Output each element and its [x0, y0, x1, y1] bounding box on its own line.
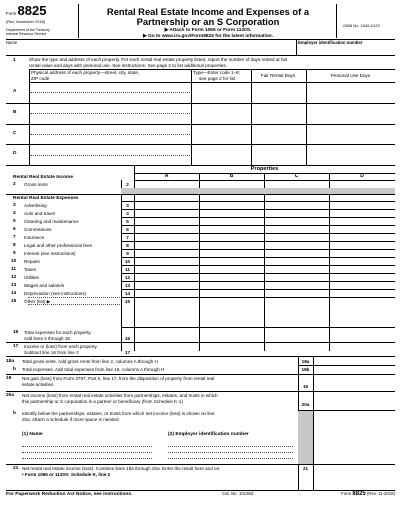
line-19-text-b: estate activities: [22, 382, 54, 387]
line-19-text-a: Net gain (loss) from Form 4797, Part II, line 17, from the disposition of property from rental real: [22, 376, 215, 381]
line-5-property-a-input[interactable]: [135, 218, 198, 225]
property-row-b-label: B: [13, 109, 17, 115]
line-20b-text-b: 20a. Attach a schedule if more space is needed.: [22, 417, 120, 422]
col-address-header: Physical address of each property—street, city, state,: [31, 70, 140, 75]
line-10-property-d-input[interactable]: [330, 258, 394, 265]
line-8-property-a-input[interactable]: [135, 242, 198, 249]
line-20a-box: 20a: [301, 402, 310, 407]
line-4-property-d-input[interactable]: [330, 210, 394, 217]
income-heading: Rental Real Estate Income: [13, 175, 73, 180]
line-10-num: 10: [11, 258, 17, 264]
line-7-property-c-input[interactable]: [265, 234, 328, 241]
line-13-property-b-input[interactable]: [200, 282, 263, 289]
line-17-box: 17: [124, 350, 131, 355]
line-18a-num: 18a: [6, 359, 15, 364]
line-3-property-c-input[interactable]: [265, 202, 328, 209]
line-4-property-b-input[interactable]: [200, 210, 263, 217]
line-7-label: Insurance: [24, 234, 45, 240]
line-14-box: 14: [124, 290, 131, 296]
footer-form-number: 8825: [352, 491, 366, 497]
attach-instruction: ▶ Attach to Form 1065 or Form 1120S.: [164, 28, 252, 33]
line-7-property-d-input[interactable]: [330, 234, 394, 241]
line-10-property-a-input[interactable]: [135, 258, 198, 265]
line-19-num: 19: [6, 376, 12, 381]
line-21-text-b: • Form 1065 or 1120S: Schedule K, line 2: [22, 472, 111, 477]
line-15-num: 15: [11, 298, 17, 304]
form-number: 8825: [17, 3, 47, 18]
form-number-block: [6, 4, 54, 19]
line-15-property-b-input[interactable]: [200, 298, 263, 305]
line-13-property-c-input[interactable]: [265, 282, 328, 289]
property-col-c: C: [294, 173, 299, 179]
line-4-box: 4: [126, 210, 129, 216]
line-1-text-a: Show the type and address of each property. For each rental real estate property listed, report the number of days rented at fair: [29, 57, 288, 62]
line-10-label: Repairs: [24, 258, 40, 264]
line-3-label: Advertising: [24, 202, 47, 208]
line-18b-input[interactable]: [314, 366, 394, 374]
property-col-b: B: [229, 173, 234, 179]
line-13-label: Wages and salaries: [24, 282, 65, 288]
line-15-property-a-input[interactable]: [135, 298, 198, 305]
line-21-text-a: Net rental real estate income (loss). Combine lines 18a through 20a. Enter the result here and on:: [22, 466, 221, 471]
line-7-num: 7: [13, 234, 16, 240]
line-11-property-b-input[interactable]: [200, 266, 263, 273]
line-16-num: 16: [13, 330, 19, 335]
line-12-property-d-input[interactable]: [330, 274, 394, 281]
line-5-property-d-input[interactable]: [330, 218, 394, 225]
line-4-property-a-input[interactable]: [135, 210, 198, 217]
line-20b-ein-input[interactable]: [168, 440, 293, 460]
line-2-box: 2: [126, 181, 129, 187]
irs-label: Internal Revenue Service: [6, 32, 47, 36]
line-20b-text-a: Identify below the partnerships, estates, or trusts from which net income (loss) is shown on line: [22, 411, 215, 416]
line-13-box: 13: [124, 282, 131, 288]
line-14-property-c-input[interactable]: [265, 290, 328, 297]
property-row-c-label: C: [13, 130, 17, 136]
line-20b-name-label: (1) Name: [22, 432, 43, 437]
line-4-property-c-input[interactable]: [265, 210, 328, 217]
line-18b-box: 18b: [301, 367, 310, 372]
line-15-property-d-input[interactable]: [330, 298, 394, 305]
property-row-a-fair-days-input[interactable]: [252, 83, 305, 102]
line-3-num: 3: [13, 202, 16, 208]
col-address-header-2: ZIP code: [31, 76, 50, 81]
footer-cat-number: Cat. No. 10136Z: [222, 491, 254, 496]
property-row-d-type-input[interactable]: [192, 145, 250, 164]
line-9-property-a-input[interactable]: [135, 250, 198, 257]
line-15-box: 15: [124, 298, 131, 304]
line-14-label: Depreciation (see instructions): [24, 290, 87, 296]
line-5-property-c-input[interactable]: [265, 218, 328, 225]
line-19-input[interactable]: [314, 383, 394, 391]
property-row-a-type-input[interactable]: [192, 83, 250, 102]
line-11-property-c-input[interactable]: [265, 266, 328, 273]
property-col-a: A: [164, 173, 169, 179]
form-title-line2: Partnership or an S Corporation: [136, 16, 280, 27]
line-14-num: 14: [11, 290, 17, 296]
line-5-num: 5: [13, 218, 16, 224]
line-6-property-b-input[interactable]: [200, 226, 263, 233]
name-label: Name: [6, 40, 18, 45]
line-17-text-a: Income or (loss) from each property.: [24, 344, 98, 349]
line-9-property-c-input[interactable]: [265, 250, 328, 257]
expense-heading: Rental Real Estate Expenses: [13, 196, 79, 201]
line-7-property-b-input[interactable]: [200, 234, 263, 241]
line-5-label: Cleaning and maintenance: [24, 218, 79, 224]
line-8-property-c-input[interactable]: [265, 242, 328, 249]
line-6-property-c-input[interactable]: [265, 226, 328, 233]
line-12-property-b-input[interactable]: [200, 274, 263, 281]
property-row-a-personal-days-input[interactable]: [307, 83, 394, 102]
line-20b-ein-label: (2) Employer identification number: [168, 432, 249, 437]
line-11-property-a-input[interactable]: [135, 266, 198, 273]
line-17-text-b: Subtract line 16 from line 2: [24, 350, 79, 355]
line-20a-text-b: this partnership or S corporation is a partner or beneficiary (from Schedule K-1): [22, 399, 183, 404]
line-20b-num: b: [13, 411, 16, 416]
form-title-line1: Rental Real Estate Income and Expenses of a: [106, 6, 310, 17]
line-16-text-b: Add lines 3 through 15: [24, 336, 70, 341]
line-12-num: 12: [11, 274, 17, 280]
form-revision: (Rev. November 2018): [6, 19, 46, 24]
line-12-property-a-input[interactable]: [135, 274, 198, 281]
line-10-box: 10: [124, 258, 131, 264]
line-18a-input[interactable]: [314, 357, 394, 365]
line-13-property-a-input[interactable]: [135, 282, 198, 289]
col-personal-use-header: Personal Use Days: [330, 73, 371, 78]
line-11-num: 11: [11, 266, 17, 272]
line-11-property-d-input[interactable]: [330, 266, 394, 273]
property-row-a-label: A: [13, 89, 17, 94]
property-row-c-type-input[interactable]: [192, 125, 250, 144]
line-9-property-d-input[interactable]: [330, 250, 394, 257]
line-20b-name-input[interactable]: [22, 440, 152, 460]
department-label: Department of the Treasury: [6, 28, 50, 32]
property-row-b-personal-days-input[interactable]: [307, 104, 394, 123]
footer-paperwork-notice: For Paperwork Reduction Act Notice, see instructions.: [6, 492, 133, 497]
line-3-property-b-input[interactable]: [200, 202, 263, 209]
name-input[interactable]: [6, 46, 294, 54]
line-8-num: 8: [13, 242, 16, 248]
line-14-property-b-input[interactable]: [200, 290, 263, 297]
line-8-property-d-input[interactable]: [330, 242, 394, 249]
line-3-box: 3: [126, 202, 129, 208]
line-3-property-a-input[interactable]: [135, 202, 198, 209]
footer-revision: (Rev. 11-2018): [366, 491, 395, 496]
line-6-label: Commissions: [24, 226, 52, 232]
shaded-separator: [121, 188, 395, 194]
line-9-box: 9: [126, 250, 129, 256]
line-5-property-b-input[interactable]: [200, 218, 263, 225]
line-12-box: 12: [124, 274, 131, 280]
line-4-label: Auto and travel: [24, 210, 55, 216]
line-18a-box: 18a: [301, 359, 310, 364]
line-9-num: 9: [13, 250, 16, 256]
omb-number: OMB No. 1545-0123: [343, 23, 380, 28]
property-row-c-fair-days-input[interactable]: [252, 125, 305, 144]
line-20a-input[interactable]: [314, 400, 394, 409]
line-2-property-d-input[interactable]: [330, 181, 394, 188]
line-2-label: Gross rents: [24, 181, 48, 187]
line-9-label: Interest (see instructions): [24, 250, 76, 256]
line-2-num: 2: [13, 181, 16, 187]
line-8-label: Legal and other professional fees: [24, 242, 92, 248]
line-12-property-c-input[interactable]: [265, 274, 328, 281]
line-15-property-c-input[interactable]: [265, 298, 328, 305]
line-20a-num: 20a: [6, 393, 15, 398]
line-6-box: 6: [126, 226, 129, 232]
line-21-num: 21: [13, 466, 19, 471]
line-3-property-d-input[interactable]: [330, 202, 394, 209]
line-8-box: 8: [126, 242, 129, 248]
line-14-property-a-input[interactable]: [135, 290, 198, 297]
line-17-num: 17: [13, 344, 19, 349]
line-13-num: 13: [11, 282, 17, 288]
line-8-property-b-input[interactable]: [200, 242, 263, 249]
line-16-box: 16: [124, 336, 131, 341]
line-2-property-c-input[interactable]: [265, 181, 328, 188]
line-21-input[interactable]: [314, 465, 394, 489]
line-1-num: 1: [13, 58, 16, 63]
line-18a-text: Total gross rents. Add gross rents from line 2, columns A through H: [22, 359, 158, 364]
line-12-label: Utilities: [24, 274, 39, 280]
line-6-num: 6: [13, 226, 16, 232]
line-1-text-b: rental value and days with personal use. See instructions. See page 2 to list additional properties.: [29, 63, 227, 68]
footer-form-id: [328, 491, 395, 498]
line-15-label: Other (list) ▶: [24, 298, 51, 304]
line-5-box: 5: [126, 218, 129, 224]
footer-form-prefix: Form: [341, 491, 352, 496]
line-6-property-a-input[interactable]: [135, 226, 198, 233]
line-6-property-d-input[interactable]: [330, 226, 394, 233]
line-21-box: 21: [302, 466, 309, 471]
property-col-d: D: [360, 173, 364, 179]
col-fair-rental-header: Fair Rental Days: [260, 73, 296, 78]
line-7-box: 7: [126, 234, 129, 240]
line-2-property-a-input[interactable]: [135, 181, 198, 188]
properties-title: Properties: [250, 166, 279, 172]
line-20a-text-a: Net income (loss) from rental real estate activities from partnerships, estates, and trusts in which: [22, 393, 218, 398]
line-11-box: 11: [125, 266, 130, 272]
line-4-num: 4: [13, 210, 16, 216]
line-14-property-d-input[interactable]: [330, 290, 394, 297]
shaded-column-20b: [298, 411, 313, 464]
property-row-d-personal-days-input[interactable]: [307, 145, 394, 164]
line-9-property-b-input[interactable]: [200, 250, 263, 257]
line-10-property-c-input[interactable]: [265, 258, 328, 265]
form-label: Form: [6, 11, 17, 16]
line-13-property-d-input[interactable]: [330, 282, 394, 289]
line-7-property-a-input[interactable]: [135, 234, 198, 241]
line-16-text-a: Total expenses for each property.: [24, 330, 92, 335]
property-row-b-type-input[interactable]: [192, 104, 250, 123]
property-row-c-personal-days-input[interactable]: [307, 125, 394, 144]
col-type-header: Type—Enter code 1–8;: [193, 70, 240, 75]
line-18b-text: Total expenses. Add total expenses from line 16, columns A through H: [22, 367, 165, 372]
property-row-b-fair-days-input[interactable]: [252, 104, 305, 123]
line-19-box: 19: [302, 384, 309, 389]
line-2-property-b-input[interactable]: [200, 181, 263, 188]
line-10-property-b-input[interactable]: [200, 258, 263, 265]
col-type-header-2: see page 2 for list: [199, 76, 236, 81]
ein-label: Employer identification number: [298, 40, 363, 45]
property-row-d-fair-days-input[interactable]: [252, 145, 305, 164]
line-18b-num: b: [13, 367, 16, 372]
property-row-d-label: D: [13, 151, 17, 157]
ein-input[interactable]: [298, 46, 394, 54]
line-11-label: Taxes: [24, 266, 36, 272]
goto-instruction: ▶ Go to www.irs.gov/Form8825 for the latest information.: [142, 34, 274, 39]
